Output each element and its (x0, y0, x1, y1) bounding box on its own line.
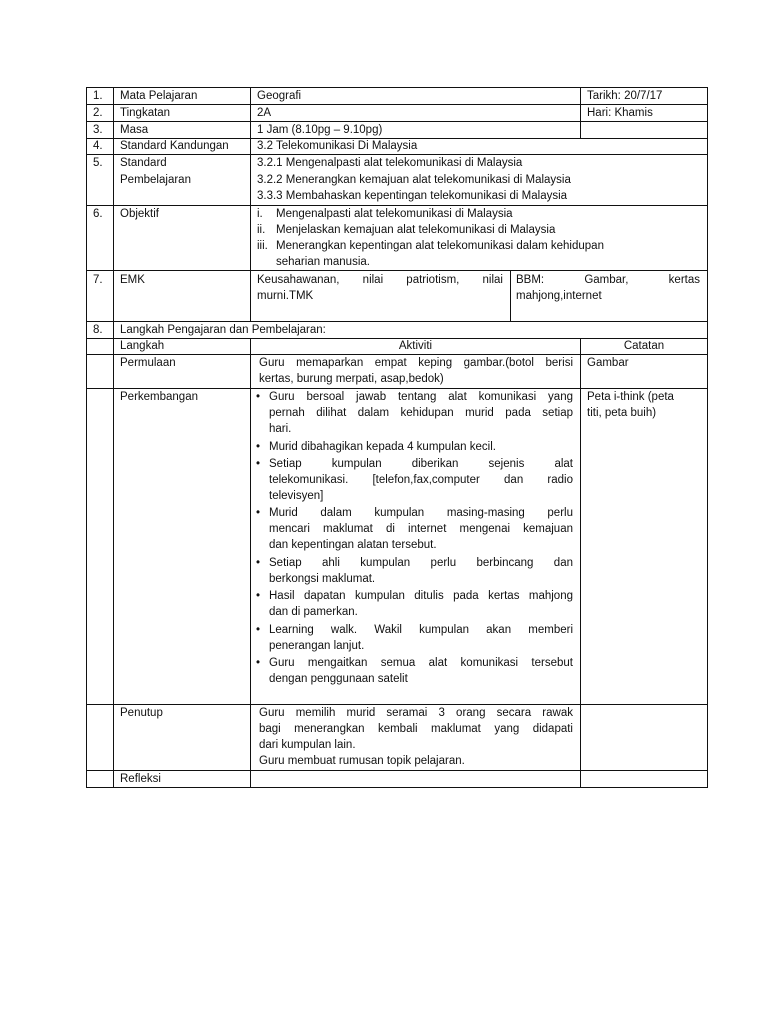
learning-standard-item: 3.3.3 Membahaskan kepentingan telekomunikasi di Malaysia (257, 190, 568, 202)
activity-bullet-line: mencari maklumat di internet mengenai kemajuan (269, 523, 573, 535)
objective-marker: ii. (257, 224, 266, 236)
table-border (250, 338, 251, 788)
row-number: 7. (93, 274, 103, 286)
activity-bullet-line: penerangan lanjut. (269, 640, 365, 652)
duration-label: Masa (120, 124, 149, 136)
activity-bullet-line: telekomunikasi. [telefon,fax,computer dan radio (269, 474, 573, 486)
activity-bullet-line: Guru bersoal jawab tentang alat komunikasi yang (269, 391, 573, 403)
objective-item: Menjelaskan kemajuan alat telekomunikasi di Malaysia (276, 224, 556, 236)
table-border (86, 87, 87, 788)
table-border (250, 87, 251, 321)
activity-text: Guru memaparkan empat keping gambar.(botol berisi (259, 357, 573, 369)
table-border (580, 338, 581, 788)
note-text: Gambar (587, 357, 629, 369)
row-number: 5. (93, 157, 103, 169)
content-standard-value: 3.2 Telekomunikasi Di Malaysia (257, 140, 418, 152)
column-header-aktiviti: Aktiviti (398, 340, 433, 352)
learning-standard-label: Pembelajaran (120, 174, 191, 186)
emk-value: murni.TMK (257, 290, 314, 302)
table-border (580, 87, 581, 138)
activity-bullet-line: Hasil dapatan kumpulan ditulis pada kertas mahjong (269, 590, 573, 602)
step-permulaan: Permulaan (120, 357, 176, 369)
procedure-title: Langkah Pengajaran dan Pembelajaran: (120, 324, 326, 336)
activity-bullet-line: Murid dalam kumpulan masing-masing perlu (269, 507, 573, 519)
row-number: 1. (93, 90, 103, 102)
bullet-icon: • (256, 624, 261, 636)
date-field: Tarikh: 20/7/17 (587, 90, 663, 102)
step-penutup: Penutup (120, 707, 163, 719)
bbm-value: mahjong,internet (516, 290, 602, 302)
activity-bullet-line: dan kepentingan alatan tersebut. (269, 539, 437, 551)
emk-label: EMK (120, 274, 145, 286)
activity-bullet-line: Setiap ahli kumpulan perlu berbincang dan (269, 557, 573, 569)
content-standard-label: Standard Kandungan (120, 140, 229, 152)
bullet-icon: • (256, 590, 261, 602)
bbm-value: BBM: Gambar, kertas (516, 274, 700, 286)
activity-bullet-line: Setiap kumpulan diberikan sejenis alat (269, 458, 573, 470)
table-border (510, 270, 511, 321)
step-perkembangan: Perkembangan (120, 391, 198, 403)
activity-bullet-line: Guru mengaitkan semua alat komunikasi tersebut (269, 657, 573, 669)
closing-text: dari kumpulan lain. (259, 739, 356, 751)
activity-bullet-line: televisyen] (269, 490, 324, 502)
table-border (86, 787, 708, 788)
activity-text: kertas, burung merpati, asap,bedok) (259, 373, 444, 385)
closing-text: Guru memilih murid seramai 3 orang secara rawak (259, 707, 573, 719)
learning-standard-item: 3.2.1 Mengenalpasti alat telekomunikasi di Malaysia (257, 157, 523, 169)
note-text: titi, peta buih) (587, 407, 657, 419)
activity-bullet-line: berkongsi maklumat. (269, 573, 376, 585)
activity-bullet-line: hari. (269, 423, 292, 435)
bullet-icon: • (256, 441, 261, 453)
activity-bullet-line: pernah dilihat dalam kehidupan murid pada setiap (269, 407, 573, 419)
bullet-icon: • (256, 557, 261, 569)
learning-standard-label: Standard (120, 157, 167, 169)
objective-marker: iii. (257, 240, 268, 252)
activity-bullet-line: Learning walk. Wakil kumpulan akan memberi (269, 624, 573, 636)
objective-marker: i. (257, 208, 263, 220)
duration-value: 1 Jam (8.10pg – 9.10pg) (257, 124, 383, 136)
activity-bullet-line: dan di pamerkan. (269, 606, 358, 618)
learning-standard-item: 3.2.2 Menerangkan kemajuan alat telekomunikasi di Malaysia (257, 174, 571, 186)
column-header-catatan: Catatan (623, 340, 665, 352)
row-number: 6. (93, 208, 103, 220)
form-value: 2A (257, 107, 272, 119)
closing-text: bagi menerangkan kembali maklumat yang didapati (259, 723, 573, 735)
activity-bullet-line: dengan penggunaan satelit (269, 673, 408, 685)
subject-label: Mata Pelajaran (120, 90, 198, 102)
day-field: Hari: Khamis (587, 107, 653, 119)
bullet-icon: • (256, 391, 261, 403)
objective-item: Menerangkan kepentingan alat telekomunikasi dalam kehidupan (276, 240, 604, 252)
table-border (86, 770, 708, 771)
bullet-icon: • (256, 657, 261, 669)
objective-label: Objektif (120, 208, 159, 220)
column-header-langkah: Langkah (120, 340, 165, 352)
objective-item: Mengenalpasti alat telekomunikasi di Malaysia (276, 208, 513, 220)
row-number: 2. (93, 107, 103, 119)
row-number: 3. (93, 124, 103, 136)
bullet-icon: • (256, 458, 261, 470)
table-border (113, 87, 114, 788)
form-label: Tingkatan (120, 107, 171, 119)
table-border (707, 87, 708, 788)
emk-value: Keusahawanan, nilai patriotism, nilai (257, 274, 503, 286)
note-text: Peta i-think (peta (587, 391, 674, 403)
closing-text: Guru membuat rumusan topik pelajaran. (259, 755, 465, 767)
table-border (86, 270, 708, 271)
bullet-icon: • (256, 507, 261, 519)
subject-value: Geografi (257, 90, 302, 102)
objective-item: seharian manusia. (276, 256, 370, 268)
step-refleksi: Refleksi (120, 773, 161, 785)
activity-bullet-line: Murid dibahagikan kepada 4 kumpulan kecil. (269, 441, 496, 453)
row-number: 4. (93, 140, 103, 152)
row-number: 8. (93, 324, 103, 336)
